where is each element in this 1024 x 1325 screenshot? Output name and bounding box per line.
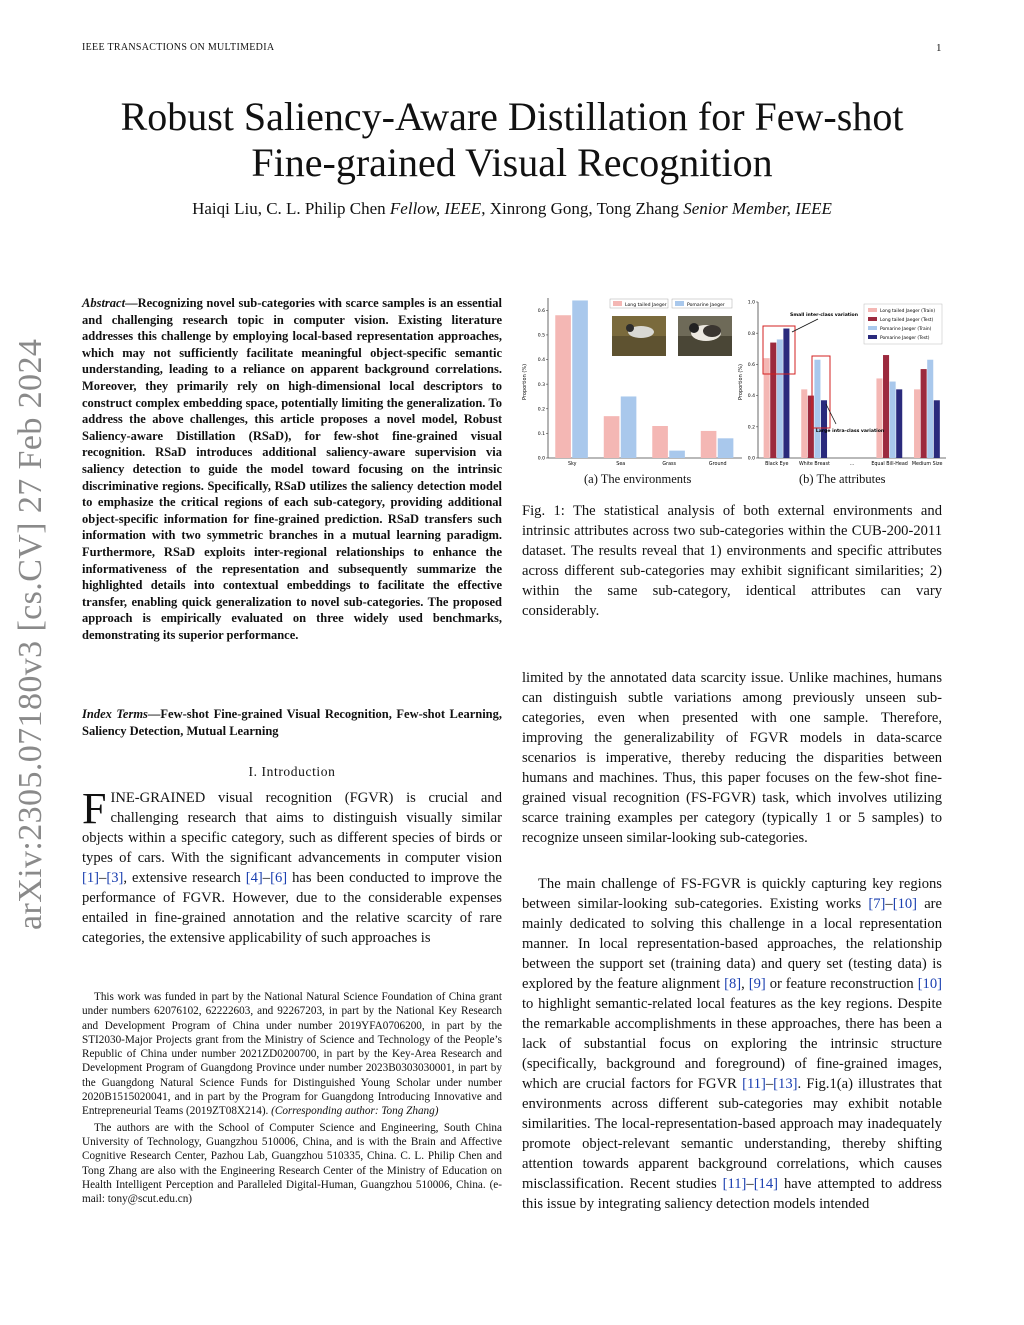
x-tick-label: Medium Size (911, 462, 943, 467)
y-tick-label: 0.1 (537, 431, 545, 437)
bar (896, 389, 902, 458)
y-tick-label: 0.0 (537, 456, 545, 462)
y-tick-label: 0.6 (537, 308, 545, 314)
title-line-2: Fine-grained Visual Recognition (251, 140, 773, 185)
legend-swatch-lt-train (868, 308, 877, 312)
legend-label-pj-test: Pomarine Jaeger (Test) (880, 336, 930, 341)
legend-swatch-lt-test (868, 317, 877, 321)
x-tick-label: White Breast (798, 462, 830, 467)
text-run: have attempted to address this issue by integrating saliency detection models intended (522, 1176, 942, 1212)
subcaption-b: (b) The attributes (799, 472, 886, 486)
subcaption-a: (a) The environments (584, 472, 692, 486)
intro-paragraph (82, 784, 502, 948)
index-terms (82, 706, 502, 739)
y-tick-label: 0.2 (747, 425, 755, 431)
author-role-2: Senior Member, IEEE (683, 199, 832, 218)
y-tick-label: 0.4 (537, 358, 545, 364)
citation-link[interactable]: [11] (742, 1076, 766, 1092)
citation-link[interactable]: [3] (106, 870, 124, 886)
y-tick-label: 0.0 (747, 456, 755, 462)
citation-link[interactable]: [11] (722, 1176, 747, 1192)
text-run: are mainly dedicated to solving this challenge in a local representation manner. In local representation-based approaches, the relationship between the support set (training data) and query set (testing data) is explored by the feature alignment (522, 896, 943, 992)
bar (669, 451, 685, 458)
range-dash: – (765, 1076, 774, 1092)
index-terms-text: —Few-shot Fine-grained Visual Recognition, Few-shot Learning, Saliency Detection, Mutual Learning (82, 707, 502, 738)
intro-text-3: has been conducted to improve the performance of FGVR. However, due to the considerable expenses entailed in fine-grained annotation and the relative scarcity of rare categories, the extensive applicability of such approaches is (82, 870, 502, 946)
running-head: IEEE TRANSACTIONS ON MULTIMEDIA (82, 42, 275, 53)
index-terms-lead: Index Terms (82, 707, 148, 721)
citation-link[interactable]: [13] (773, 1076, 798, 1092)
bar (876, 378, 882, 458)
y-tick-label: 0.5 (537, 333, 545, 339)
y-tick-label: 0.6 (747, 363, 755, 368)
text-run: or feature reconstruction (765, 976, 918, 992)
x-tick-label: Sky (568, 462, 577, 467)
citation-link[interactable]: [4] (245, 870, 263, 886)
bar (718, 438, 734, 458)
legend-label-long-tailed: Long tailed Jaeger (625, 303, 667, 308)
range-dash: – (262, 870, 271, 886)
annotation-arrow-inter (792, 319, 818, 332)
text-run: to highlight semantic-related local features as the key regions. Despite the remarkable accomplishments in these approaches, there has been a lack of substantial focus on exploring the intrinsic structure (specifically, background and foreground) of fine-grained images, which are crucial factors for FGVR (522, 996, 942, 1092)
drop-cap: F (82, 784, 107, 833)
page-number: 1 (936, 42, 942, 54)
author-role-1: Fellow, IEEE (389, 199, 482, 218)
legend-swatch-pj-test (868, 335, 877, 339)
citation-link[interactable]: [6] (270, 870, 288, 886)
bird-photo-pomarine (678, 316, 732, 356)
bar (934, 400, 940, 458)
intro-text-2: , extensive research (123, 870, 246, 886)
figure-caption: Fig. 1: The statistical analysis of both external environments and intrinsic attributes across two sub-categories within the CUB-200-2011 dataset. The results reveal that 1) environments and specific attributes across different sub-categories may exhibit significant similarities; 2) within the same sub-category, identical attributes can vary considerably. (522, 503, 942, 619)
bird-head (689, 323, 699, 333)
section-heading-introduction: I. Introduction (248, 764, 336, 779)
legend-label-lt-test: Long tailed Jaeger (Test) (880, 318, 934, 323)
bar (572, 300, 588, 458)
corresponding-author-note: (Corresponding author: Tong Zhang) (271, 1105, 439, 1118)
authors-part-2: , Xinrong Gong, Tong Zhang (481, 199, 684, 218)
annotation-inter-class: Small inter-class variation (790, 313, 858, 318)
abstract-text: —Recognizing novel sub-categories with scarce samples is an essential and challenging research topic in computer vision. Existing literature addresses this challenge by employing local-based representation approaches, which may not sufficiently facilitate meaningful object-specific semantic understanding, leading to a reliance on apparent background correlations. Moreover, they primarily rely on high-dimensional local descriptors to construct complex embedding space, potentially limiting the generalization. To address the above challenges, this article proposes a novel model, Robust Saliency-aware Distillation (RSaD), for few-shot fine-grained visual recognition. RSaD introduces additional saliency-aware supervision via saliency detection to guide the model toward focusing on the intrinsic discriminative regions. Specifically, RSaD utilizes the saliency detection model to emphasize the critical regions of each sub-category, providing additional object-specific information for fine-grained prediction. RSaD transfers such information with two symmetric branches in a mutual learning paradigm. Furthermore, RSaD exploits inter-regional relationships to enhance the informativeness of the representation and subsequently summarize the highlighted details into contextual embeddings to facilitate the effective transfer, enabling quick generalization to novel sub-categories. The proposed approach is empirically evaluated on three widely used benchmarks, demonstrating its superior performance. (82, 296, 502, 642)
bar (814, 360, 820, 458)
citation-link[interactable]: [1] (82, 870, 100, 886)
legend-swatch-pj-train (868, 326, 877, 330)
text-run: . Fig.1(a) illustrates that environments across different sub-categories may exhibit notable similarities. The local-representation-based approach may inadequately promote object-relevant semantic understanding, thereby shifting attention towards apparent background correlations, which causes misclassification. Recent studies (522, 1076, 942, 1192)
abstract (82, 295, 502, 643)
citation-link[interactable]: [9] (748, 976, 766, 992)
bar (621, 396, 637, 458)
footnote-funding-text: This work was funded in part by the National Natural Science Foundation of China grant under numbers 62076102, 62222603, and 92267203, in part by the National Key Research and Development Program of China under number 2019YFA0706200, in part by the STI2030-Major Projects grant from the Ministry of Science and Technology of the People’s Republic of China under number 2021ZD0200700, in part by the Key-Area Research and Development Program of Guangdong Province under number 2023B0303030001, in part by the Guangdong Natural Science Funds for Distinguished Young Scholar under number 2020B1515020041, and in part by the Program for Guangdong Introducing Innovative and Entrepreneurial Teams (2019ZT08X214). (82, 991, 502, 1118)
paper-title (60, 94, 964, 186)
chart-a-ylabel: Proportion (%) (522, 363, 528, 401)
chart-a-legend (610, 299, 732, 308)
chart-b-legend (864, 304, 942, 344)
legend-swatch-long-tailed (613, 301, 622, 306)
bar (914, 389, 920, 458)
abstract-lead: Abstract (82, 296, 126, 310)
annotation-arrow-intra (826, 404, 836, 424)
chart-b-ylabel: Proportion (%) (738, 363, 744, 401)
arxiv-stamp: arXiv:2305.07180v3 [cs.CV] 27 Feb 2024 (12, 338, 49, 930)
bar (652, 426, 668, 458)
bar (808, 396, 814, 458)
footnote-funding (82, 990, 502, 1119)
x-tick-label: Equal Bill-Head (871, 462, 908, 467)
bird-wing (703, 325, 721, 337)
y-tick-label: 0.8 (747, 331, 755, 337)
range-dash: – (885, 896, 893, 912)
y-tick-label: 0.4 (747, 394, 755, 400)
bar (890, 382, 896, 458)
bar (701, 431, 717, 458)
bar (783, 329, 789, 458)
title-line-1: Robust Saliency-Aware Distillation for Few-shot (120, 94, 904, 139)
legend-label-pj-train: Pomarine Jaeger (Train) (880, 327, 932, 332)
author-list (60, 199, 964, 219)
right-paragraph-1: limited by the annotated data scarcity issue. Unlike machines, humans can distinguish subtle variations among previously unseen sub-categories, even when presented with one sample. Therefore, improving the generalizability of FGVR models in data-scarce scenarios is imperative, thereby reducing the disparities between humans and machines. Thus, this paper focuses on the few-shot fine-grained visual recognition (FS-FGVR) task, which involves utilizing scarce training examples per category (typically 1 or 5 samples) to recognize unseen similar-looking sub-categories. (522, 670, 942, 846)
chart-attributes (738, 300, 946, 467)
range-dash: – (99, 870, 107, 886)
bar (927, 360, 933, 458)
range-dash: – (746, 1176, 754, 1192)
annotation-intra-class: Large intra-class variation (815, 429, 885, 434)
photo-ground (612, 336, 666, 356)
bar (777, 339, 783, 458)
footnote-affiliation: The authors are with the School of Computer Science and Engineering, South China University of Technology, Guangzhou 510006, China, and is with the Brain and Affective Cognitive Research Center, Pazhou Lab, Guangzhou 510335, China. C. L. Philip Chen and Tong Zhang are also with the Engineering Research Center of the Ministry of Education on Health Intelligent Perception and Paralleled Digital-Human, Guangzhou 510006, China. (e-mail: tony@scut.edu.cn) (82, 1121, 502, 1206)
citation-link[interactable]: [8] (724, 976, 742, 992)
intro-text-1: INE-GRAINED visual recognition (FGVR) is crucial and challenging research that aims to distinguish visually similar objects within a specific category, such as different species of birds or types of cars. With the significant advancements in computer vision (82, 790, 502, 866)
x-tick-label: Ground (708, 462, 727, 467)
x-tick-label: Grass (662, 462, 677, 467)
paragraph (522, 874, 942, 1214)
citation-link[interactable]: [14] (753, 1176, 779, 1192)
legend-label-lt-train: Long tailed Jaeger (Train) (880, 309, 936, 314)
bar (770, 343, 776, 458)
citation-link[interactable]: [10] (917, 976, 943, 992)
text-run: The main challenge of FS-FGVR is quickly capturing key regions between similar-looking sub-categories. Existing works (522, 876, 942, 912)
bar (921, 369, 927, 458)
x-tick-label: Black Eye (765, 462, 789, 467)
bar (604, 416, 620, 458)
x-tick-label: ... (849, 462, 855, 467)
bar (883, 355, 889, 458)
figure-1 (520, 292, 946, 472)
y-tick-label: 0.2 (537, 407, 545, 413)
bar (801, 389, 807, 458)
bar (555, 315, 571, 458)
chart-environments (522, 298, 742, 467)
footnote (82, 990, 502, 1206)
citation-link[interactable]: [7] (868, 896, 886, 912)
bar (764, 358, 770, 458)
right-paragraph-2 (522, 874, 942, 1214)
legend-swatch-pomarine (675, 301, 684, 306)
x-tick-label: Sea (616, 462, 626, 467)
legend-label-pomarine: Pomarine Jaeger (687, 303, 725, 308)
y-tick-label: 1.0 (747, 300, 755, 306)
citation-link[interactable]: [10] (892, 896, 918, 912)
bird-photo-long-tailed (612, 316, 666, 356)
separator: , (741, 976, 749, 992)
authors-part-1: Haiqi Liu, C. L. Philip Chen (192, 199, 390, 218)
bird-head (626, 324, 634, 332)
y-tick-label: 0.3 (537, 382, 545, 388)
